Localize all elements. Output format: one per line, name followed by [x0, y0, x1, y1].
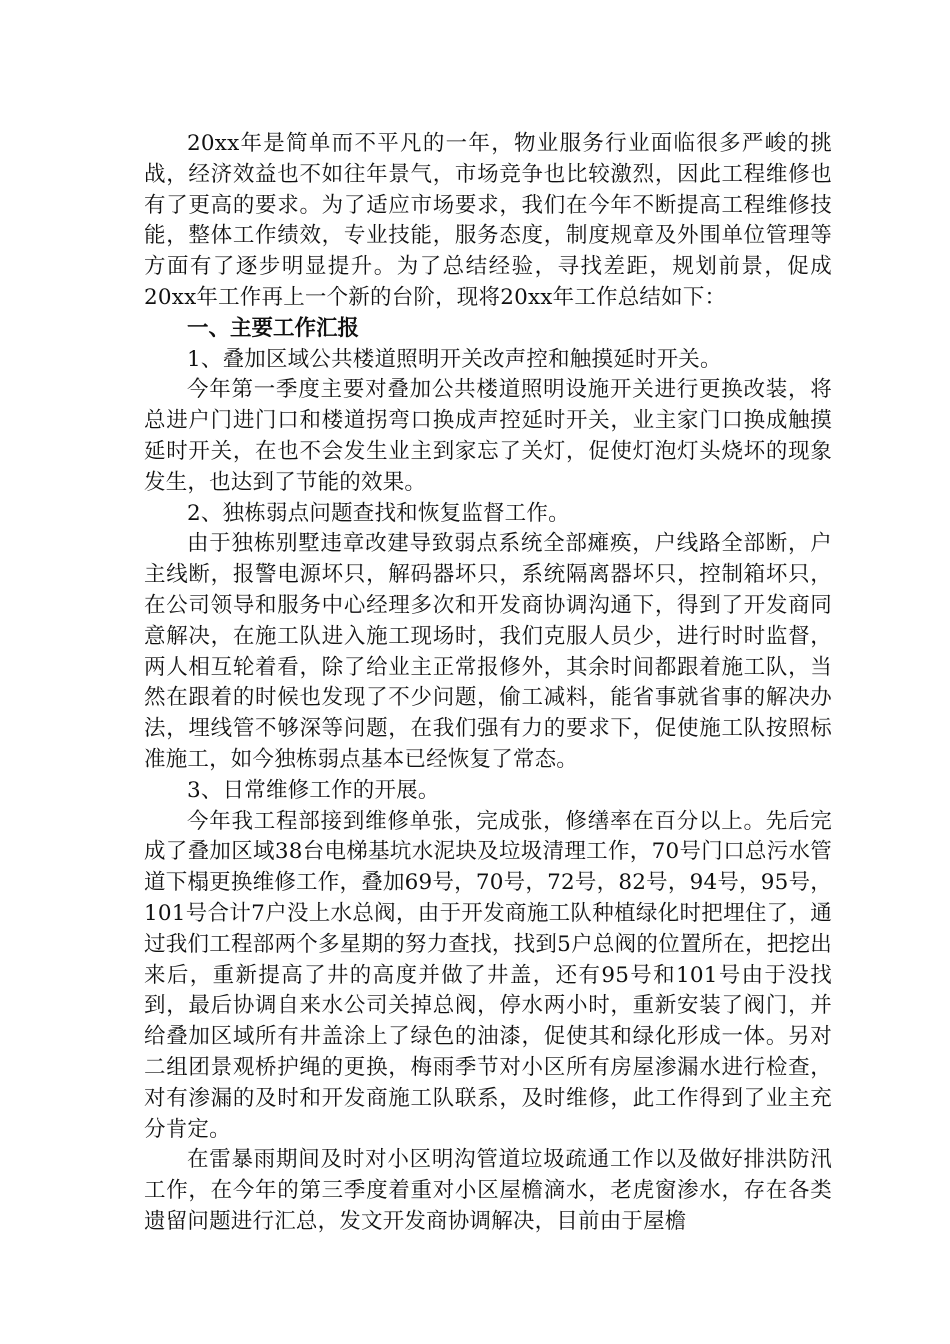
- item-2-body: 由于独栋别墅违章改建导致弱点系统全部瘫痪，户线路全部断，户主线断，报警电源坏只，解码器坏只，系统隔离器坏只，控制箱坏只，在公司领导和服务中心经理多次和开发商协调沟通下，得到了开发商同意解决，在施工队进入施工现场时，我们克服人员少，进行时时监督，两人相互轮着看，除了给业主正常报修外，其余时间都跟着施工队，当然在跟着的时候也发现了不少问题，偷工减料，能省事就省事的解决办法，埋线管不够深等问题，在我们强有力的要求下，促使施工队按照标准施工，如今独栋弱点基本已经恢复了常态。: [144, 531, 832, 772]
- storm-work-paragraph: 在雷暴雨期间及时对小区明沟管道垃圾疏通工作以及做好排洪防汛工作，在今年的第三季度着重对小区屋檐滴水，老虎窗渗水，存在各类遗留问题进行汇总，发文开发商协调解决，目前由于屋檐: [144, 1147, 832, 1234]
- item-2-title: 2、独栋弱点问题查找和恢复监督工作。: [187, 500, 570, 526]
- item-3-body: 今年我工程部接到维修单张，完成张，修缮率在百分以上。先后完成了叠加区域38台电梯基坑水泥块及垃圾清理工作，70号门口总污水管道下榻更换维修工作，叠加69号，70号，72号，82号，94号，95号，101号合计7户没上水总阀，由于开发商施工队种植绿化时把埋住了，通过我们工程部两个多星期的努力查找，找到5户总阀的位置所在，把挖出来后，重新提高了井的高度并做了井盖，还有95号和101号由于没找到，最后协调自来水公司关掉总阀，停水两小时，重新安装了阀门，并给叠加区域所有井盖涂上了绿色的油漆，促使其和绿化形成一体。另对二组团景观桥护绳的更换，梅雨季节对小区所有房屋渗漏水进行检查，对有渗漏的及时和开发商施工队联系，及时维修，此工作得到了业主充分肯定。: [144, 808, 832, 1142]
- intro-paragraph: 20xx年是简单而不平凡的一年，物业服务行业面临很多严峻的挑战，经济效益也不如往年景气，市场竞争也比较激烈，因此工程维修也有了更高的要求。为了适应市场要求，我们在今年不断提高工程维修技能，整体工作绩效，专业技能，服务态度，制度规章及外围单位管理等方面有了逐步明显提升。为了总结经验，寻找差距，规划前景，促成20xx年工作再上一个新的台阶，现将20xx年工作总结如下：: [144, 131, 832, 310]
- item-1-body: 今年第一季度主要对叠加公共楼道照明设施开关进行更换改装，将总进户门进门口和楼道拐弯口换成声控延时开关，业主家门口换成触摸延时开关，在也不会发生业主到家忘了关灯，促使灯泡灯头烧坏的现象发生，也达到了节能的效果。: [144, 377, 832, 495]
- item-3-title: 3、日常维修工作的开展。: [187, 777, 440, 803]
- item-1-title: 1、叠加区域公共楼道照明开关改声控和触摸延时开关。: [187, 346, 722, 372]
- section-heading-main-work: 一、主要工作汇报: [187, 315, 360, 341]
